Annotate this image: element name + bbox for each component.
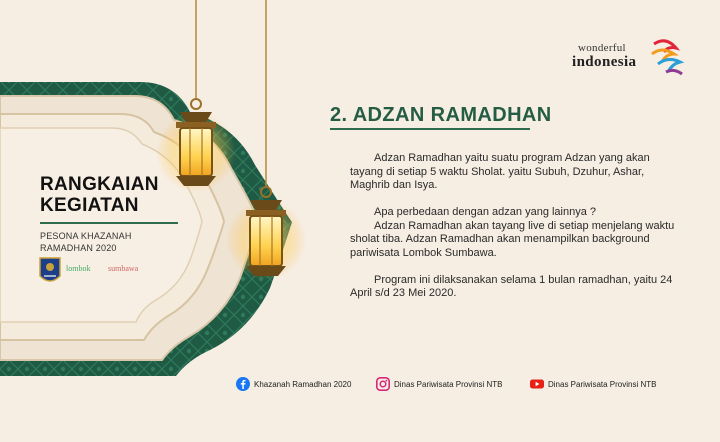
event-subtitle-1: PESONA KHAZANAH bbox=[40, 231, 132, 241]
social-links bbox=[236, 376, 706, 392]
youtube-icon bbox=[530, 377, 544, 391]
wonderful-indonesia-bird-icon bbox=[646, 38, 686, 82]
instagram-label: Dinas Pariwisata Provinsi NTB bbox=[394, 379, 503, 389]
facebook-link[interactable] bbox=[236, 376, 351, 392]
instagram-icon bbox=[376, 377, 390, 391]
facebook-icon bbox=[236, 377, 250, 391]
paragraph-intro: Adzan Ramadhan yaitu suatu program Adzan yang akan tayang di setiap 5 waktu Sholat. yaitu Subuh, Dzuhur, Ashar, Maghrib dan Isya. bbox=[350, 152, 650, 191]
event-subtitle-2: RAMADHAN 2020 bbox=[40, 243, 117, 253]
facebook-label: Khazanah Ramadhan 2020 bbox=[254, 379, 352, 389]
youtube-label: Dinas Pariwisata Provinsi NTB bbox=[548, 379, 657, 389]
description-body bbox=[350, 152, 680, 301]
paragraph-schedule: Program ini dilaksanakan selama 1 bulan ramadhan, yaitu 24 April s/d 23 Mei 2020. bbox=[350, 273, 673, 299]
sumbawa-logo: sumbawa bbox=[108, 264, 139, 273]
brand-line2: indonesia bbox=[572, 54, 637, 70]
paragraph-question: Apa perbedaan dengan adzan yang lainnya ? bbox=[374, 206, 597, 218]
title-divider bbox=[40, 222, 178, 224]
sponsor-logos bbox=[38, 256, 178, 286]
brand-line1: wonderful bbox=[578, 42, 626, 54]
youtube-link[interactable] bbox=[530, 376, 656, 392]
wonderful-indonesia-logo bbox=[536, 38, 686, 88]
paragraph-answer: Adzan Ramadhan akan tayang live di setiap menjelang waktu sholat tiba. Adzan Ramadhan akan menampilkan background pariwisata Lombok Sumbawa. bbox=[350, 219, 675, 259]
event-title: RANGKAIAN KEGIATAN bbox=[40, 174, 159, 216]
ntb-emblem-icon bbox=[38, 256, 62, 286]
lombok-logo: lombok bbox=[66, 264, 91, 273]
event-title-block bbox=[40, 174, 190, 254]
instagram-link[interactable] bbox=[376, 376, 502, 392]
section-heading: 2. ADZAN RAMADHAN bbox=[330, 104, 552, 126]
section-divider bbox=[330, 128, 530, 130]
